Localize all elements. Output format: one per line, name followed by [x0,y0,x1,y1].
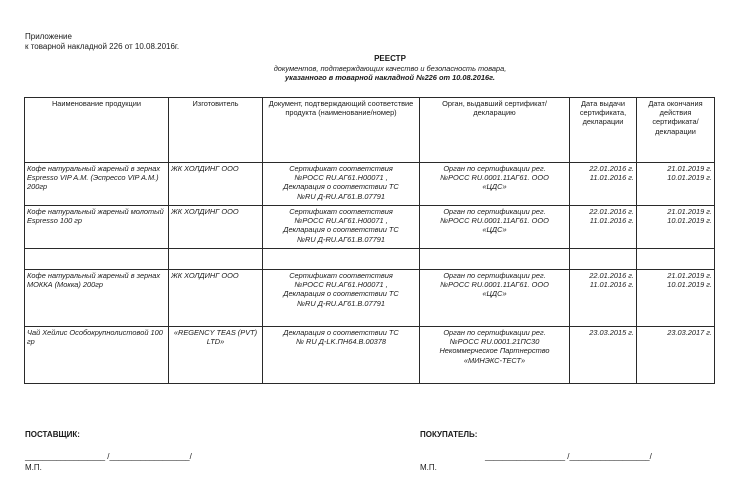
attachment-line-1: Приложение [25,32,72,41]
cell-maker: ЖК ХОЛДИНГ ООО [169,206,263,249]
table-header-row [25,98,715,163]
table-row [25,270,715,327]
cell-organ: Орган по сертификации рег. №РОСС RU.0001.11АГ61. ООО «ЦДС» [420,163,570,206]
cell-organ: Орган по сертификации рег. №РОСС RU.0001.11АГ61. ООО «ЦДС» [420,206,570,249]
title-subtitle-1: документов, подтверждающих качество и безопасность товара, [273,63,507,73]
cell-document: Декларация о соответствии ТС № RU Д-LK.ПН64.В.00378 [263,327,420,384]
cell-document: Сертификат соответствия №РОСС RU.АГ61.Н00071 , Декларация о соответствии ТС №RU Д-RU.АГ61.В.07791 [263,270,420,327]
cell-maker: «REGENCY TEAS (PVT) LTD» [169,327,263,384]
buyer-label: ПОКУПАТЕЛЬ: [420,430,478,439]
attachment-line-2: к товарной накладной 226 от 10.08.2016г. [25,42,180,51]
cell-product: Кофе натуральный жареный в зернах Espresso VIP A.M. (Эспрессо VIP A.M.) 200гр [25,163,169,206]
document-title [160,54,620,83]
col-header-expiry-date: Дата окончания действия сертификата/ декларации [637,98,715,163]
cell-issue-date: 23.03.2015 г. [570,327,637,384]
supplier-label: ПОСТАВЩИК: [25,430,80,439]
col-header-issue-date: Дата выдачи сертификата, декларации [570,98,637,163]
cell-product: Кофе натуральный жареный молотый Espresso 100 гр [25,206,169,249]
cell-product: Чай Хейлис Особокрупнолистовой 100 гр [25,327,169,384]
cell-organ: Орган по сертификации рег. №РОСС RU.0001.21ПС30 Некоммерческое Партнерство «МИНЭКС-ТЕСТ» [420,327,570,384]
cell-expiry-date: 21.01.2019 г. 10.01.2019 г. [637,163,715,206]
table-spacer-row [25,249,715,270]
col-header-organ: Орган, выдавший сертификат/ декларацию [420,98,570,163]
table-row [25,327,715,384]
cell-issue-date: 22.01.2016 г. 11.01.2016 г. [570,270,637,327]
cell-maker: ЖК ХОЛДИНГ ООО [169,270,263,327]
buyer-signature-line: __________________ /__________________/ [485,452,652,461]
title-subtitle-2: указанного в товарной накладной №226 от 10.08.2016г. [285,73,495,82]
title-name: РЕЕСТР [374,54,406,63]
cell-maker: ЖК ХОЛДИНГ ООО [169,163,263,206]
table-row [25,206,715,249]
register-table [24,97,715,384]
attachment-note [25,32,179,52]
cell-organ: Орган по сертификации рег. №РОСС RU.0001.11АГ61. ООО «ЦДС» [420,270,570,327]
cell-product: Кофе натуральный жареный в зернах МОККА (Мокка) 200гр [25,270,169,327]
cell-document: Сертификат соответствия №РОСС RU.АГ61.Н00071 , Декларация о соответствии ТС №RU Д-RU.АГ61.В.07791 [263,206,420,249]
cell-expiry-date: 21.01.2019 г. 10.01.2019 г. [637,206,715,249]
supplier-stamp-place: М.П. [25,463,42,472]
col-header-product: Наименование продукции [25,98,169,163]
cell-expiry-date: 23.03.2017 г. [637,327,715,384]
col-header-maker: Изготовитель [169,98,263,163]
cell-document: Сертификат соответствия №РОСС RU.АГ61.Н00071 , Декларация о соответствии ТС №RU Д-RU.АГ61.В.07791 [263,163,420,206]
supplier-signature-line: __________________ /__________________/ [25,452,192,461]
cell-issue-date: 22.01.2016 г. 11.01.2016 г. [570,163,637,206]
cell-expiry-date: 21.01.2019 г. 10.01.2019 г. [637,270,715,327]
cell-issue-date: 22.01.2016 г. 11.01.2016 г. [570,206,637,249]
col-header-document: Документ, подтверждающий соответствие продукта (наименование/номер) [263,98,420,163]
table-row [25,163,715,206]
buyer-stamp-place: М.П. [420,463,437,472]
